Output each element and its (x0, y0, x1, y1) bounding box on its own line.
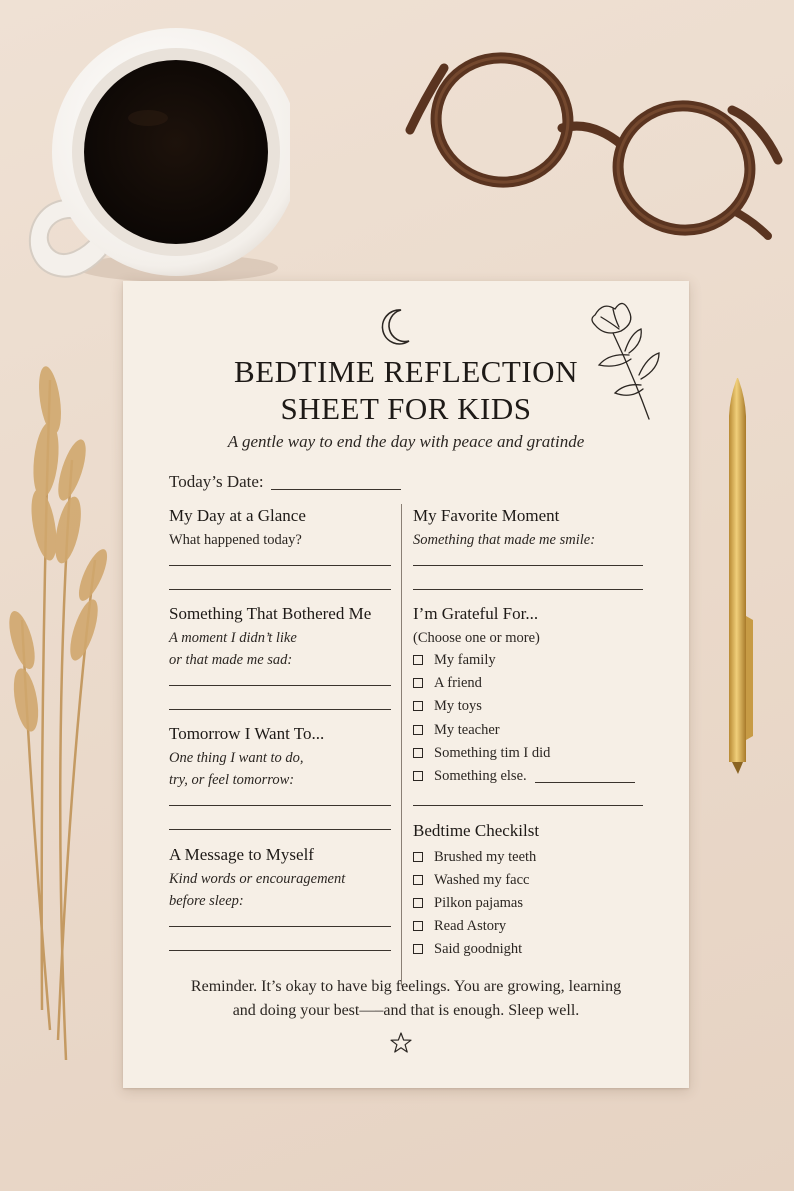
gold-pen (720, 376, 758, 774)
checklist-item[interactable] (413, 847, 536, 867)
checkbox-icon[interactable] (413, 771, 423, 781)
grateful-option[interactable] (413, 650, 496, 670)
grateful-option[interactable] (413, 696, 482, 716)
option-label: My teacher (434, 721, 500, 738)
reflection-sheet (123, 281, 689, 1088)
reminder-line-2: and doing your best—–and that is enough. Sleep well. (232, 1002, 580, 1019)
tomorrow-prompt-2: try, or feel tomorrow: (169, 772, 295, 788)
checklist-item[interactable] (413, 870, 529, 890)
bothered-prompt-1: A moment I didn’t like (169, 630, 297, 646)
checklist-label: Washed my facc (434, 871, 530, 888)
write-line[interactable] (169, 829, 391, 830)
checklist-heading: Bedtime Checkilst (413, 821, 540, 840)
write-line[interactable] (413, 589, 643, 590)
checkbox-icon[interactable] (413, 725, 423, 735)
option-label: My toys (434, 697, 482, 714)
tomorrow-prompt-1: One thing I want to do, (169, 750, 304, 766)
eyeglasses (402, 50, 784, 245)
day-glance-heading: My Day at a Glance (169, 506, 306, 525)
date-input-line[interactable] (271, 489, 401, 490)
reminder-line-1: Reminder. It’s okay to have big feelings. You are growing, learning (190, 978, 622, 995)
message-heading: A Message to Myself (169, 845, 314, 864)
dried-wheat (0, 340, 115, 1070)
write-line[interactable] (413, 805, 643, 806)
bothered-prompt-2: or that made me sad: (169, 652, 293, 668)
write-line[interactable] (169, 950, 391, 951)
checkbox-icon[interactable] (413, 921, 423, 931)
grateful-option[interactable] (413, 766, 635, 786)
checklist-item[interactable] (413, 893, 523, 913)
coffee-mug (18, 28, 290, 288)
checkbox-icon[interactable] (413, 944, 423, 954)
checkbox-icon[interactable] (413, 875, 423, 885)
day-glance-prompt: What happened today? (169, 532, 302, 548)
checklist-label: Pilkon pajamas (434, 894, 524, 911)
write-line[interactable] (169, 926, 391, 927)
column-divider (401, 504, 402, 986)
tomorrow-heading: Tomorrow I Want To... (169, 724, 325, 743)
title-line-1: BEDTIME REFLECTION (234, 354, 578, 389)
write-line[interactable] (169, 805, 391, 806)
moon-icon (379, 307, 415, 347)
write-line[interactable] (169, 565, 391, 566)
grateful-option[interactable] (413, 673, 482, 693)
grateful-option[interactable] (413, 743, 550, 763)
star-icon (389, 1031, 413, 1055)
option-label: A friend (434, 674, 482, 691)
message-prompt-2: before sleep: (169, 893, 244, 909)
write-line[interactable] (169, 589, 391, 590)
subtitle: A gentle way to end the day with peace and gratinde (227, 432, 585, 451)
grateful-heading: I’m Grateful For... (413, 604, 539, 623)
grateful-prompt: (Choose one or more) (413, 630, 540, 646)
option-label: Something else. (434, 767, 527, 784)
checklist-label: Said goodnight (434, 940, 523, 957)
checklist-label: Brushed my teeth (434, 848, 537, 865)
write-line[interactable] (169, 685, 391, 686)
favorite-heading: My Favorite Moment (413, 506, 560, 525)
date-label: Today’s Date: (169, 472, 264, 491)
checkbox-icon[interactable] (413, 852, 423, 862)
write-line[interactable] (169, 709, 391, 710)
write-line[interactable] (413, 565, 643, 566)
bothered-heading: Something That Bothered Me (169, 604, 372, 623)
checkbox-icon[interactable] (413, 748, 423, 758)
favorite-prompt: Something that made me smile: (413, 532, 596, 548)
reminder-text (153, 975, 659, 1023)
checkbox-icon[interactable] (413, 898, 423, 908)
checklist-label: Read Astory (434, 917, 507, 934)
title-line-2: SHEET FOR KIDS (280, 391, 532, 426)
checklist-item[interactable] (413, 916, 506, 936)
checkbox-icon[interactable] (413, 701, 423, 711)
checkbox-icon[interactable] (413, 655, 423, 665)
other-write-line[interactable] (535, 782, 635, 783)
checklist-item[interactable] (413, 939, 522, 959)
grateful-option[interactable] (413, 720, 500, 740)
option-label: My family (434, 651, 496, 668)
option-label: Something tim I did (434, 744, 551, 761)
checkbox-icon[interactable] (413, 678, 423, 688)
message-prompt-1: Kind words or encouragement (169, 871, 346, 887)
